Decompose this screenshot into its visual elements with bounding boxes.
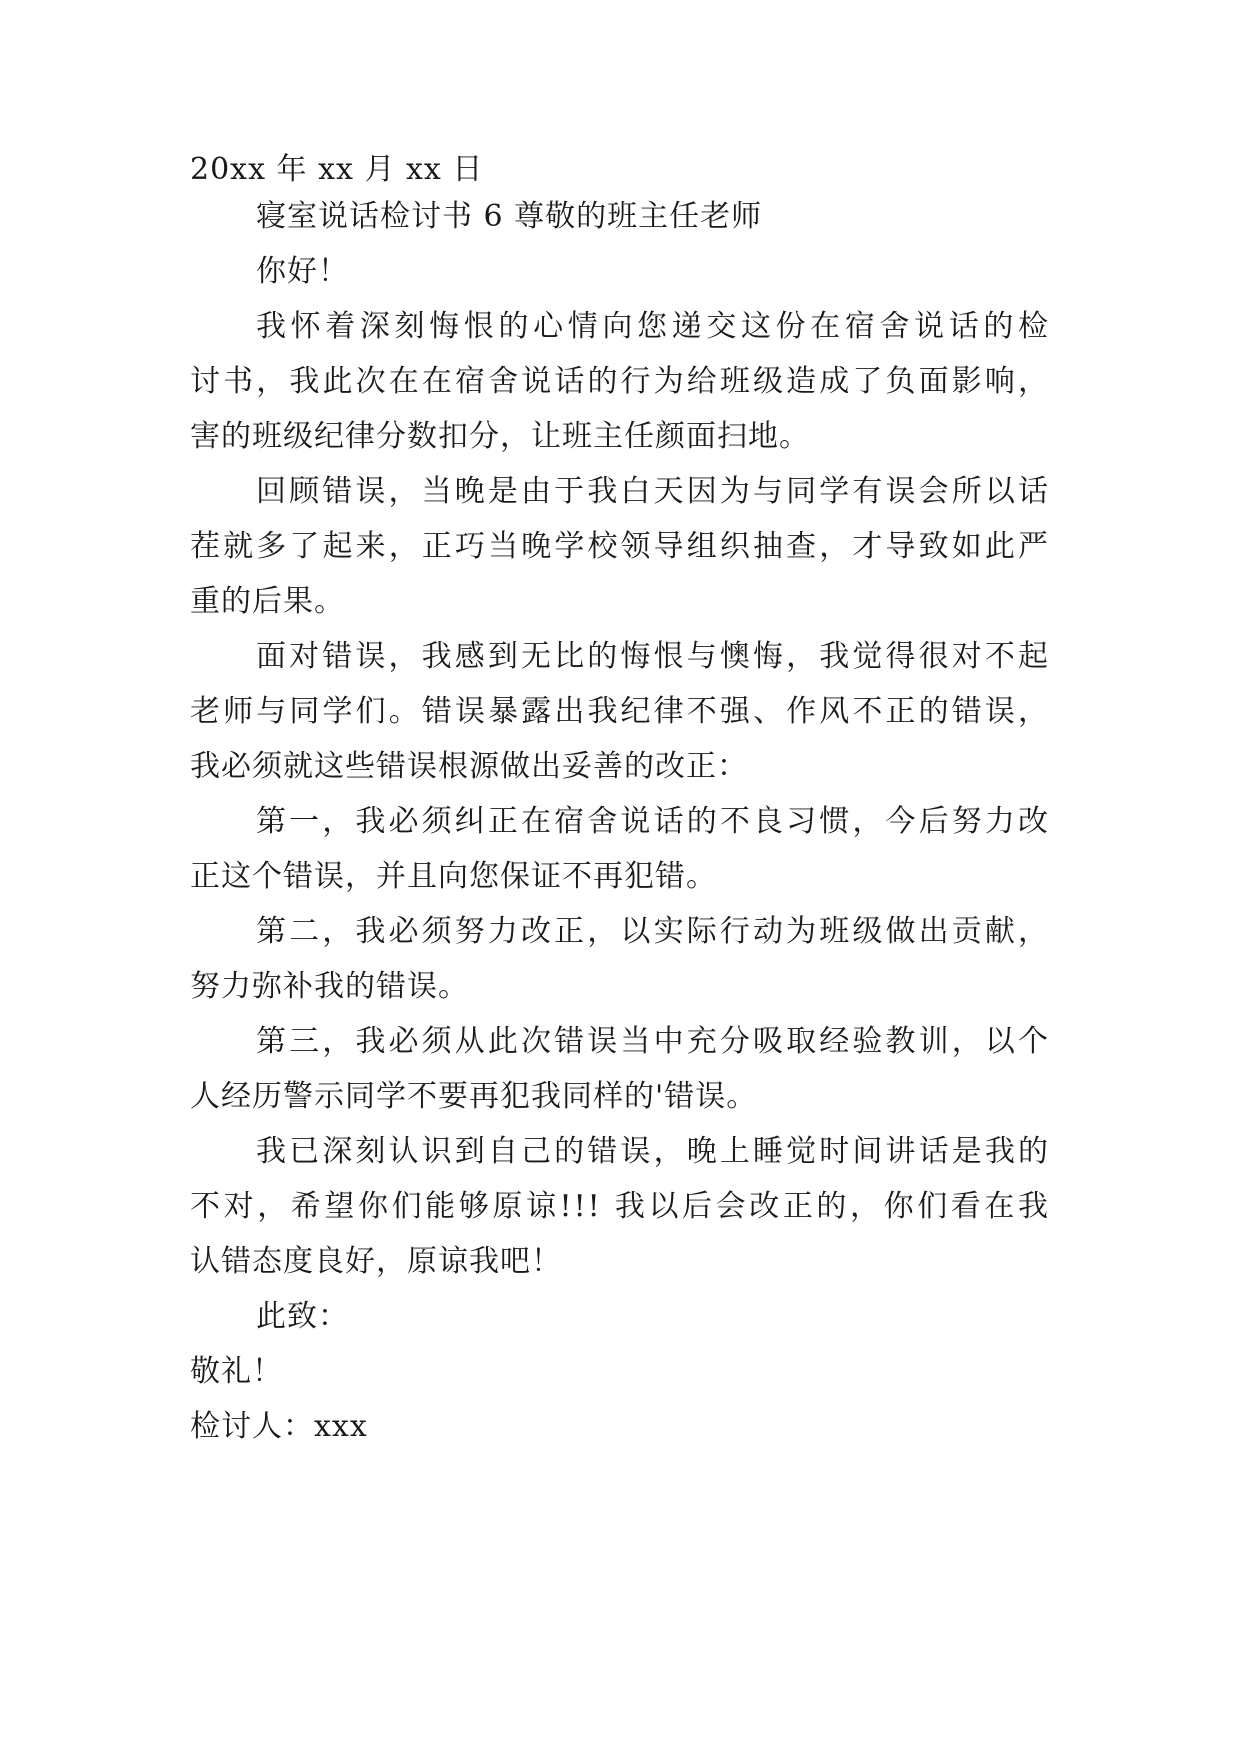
paragraph-line: 努力弥补我的错误。 [190, 969, 469, 1004]
paragraph-line: 害的班级纪律分数扣分，让班主任颜面扫地。 [190, 419, 810, 454]
paragraph-line: 第一，我必须纠正在宿舍说话的不良习惯，今后努力改 [256, 804, 1050, 839]
paragraph-line: 不对，希望你们能够原谅!!! 我以后会改正的，你们看在我 [190, 1189, 1050, 1224]
closing: 此致： [256, 1299, 349, 1334]
paragraph-line: 我怀着深刻悔恨的心情向您递交这份在宿舍说话的检 [256, 309, 1050, 344]
title-line: 寝室说话检讨书 6 尊敬的班主任老师 [256, 199, 763, 234]
paragraph-line: 第三，我必须从此次错误当中充分吸取经验教训，以个 [256, 1024, 1050, 1059]
paragraph-line: 认错态度良好，原谅我吧！ [190, 1244, 562, 1279]
paragraph-line: 人经历警示同学不要再犯我同样的'错误。 [190, 1079, 758, 1114]
paragraph-line: 讨书，我此次在在宿舍说话的行为给班级造成了负面影响， [190, 364, 1050, 399]
salute: 敬礼！ [190, 1354, 283, 1389]
signature: 检讨人：xxx [190, 1409, 368, 1444]
paragraph-line: 面对错误，我感到无比的悔恨与懊悔，我觉得很对不起 [256, 639, 1050, 674]
greeting: 你好！ [256, 254, 349, 289]
paragraph-line: 第二，我必须努力改正，以实际行动为班级做出贡献， [256, 914, 1050, 949]
paragraph-line: 茬就多了起来，正巧当晚学校领导组织抽查，才导致如此严 [190, 529, 1050, 564]
paragraph-line: 老师与同学们。错误暴露出我纪律不强、作风不正的错误， [190, 694, 1050, 729]
paragraph-line: 我已深刻认识到自己的错误，晚上睡觉时间讲话是我的 [256, 1134, 1050, 1169]
paragraph-line: 回顾错误，当晚是由于我白天因为与同学有误会所以话 [256, 474, 1050, 509]
paragraph-line: 我必须就这些错误根源做出妥善的改正： [190, 749, 748, 784]
paragraph-line: 重的后果。 [190, 584, 345, 619]
date-line: 20xx 年 xx 月 xx 日 [190, 152, 484, 187]
paragraph-line: 正这个错误，并且向您保证不再犯错。 [190, 859, 717, 894]
